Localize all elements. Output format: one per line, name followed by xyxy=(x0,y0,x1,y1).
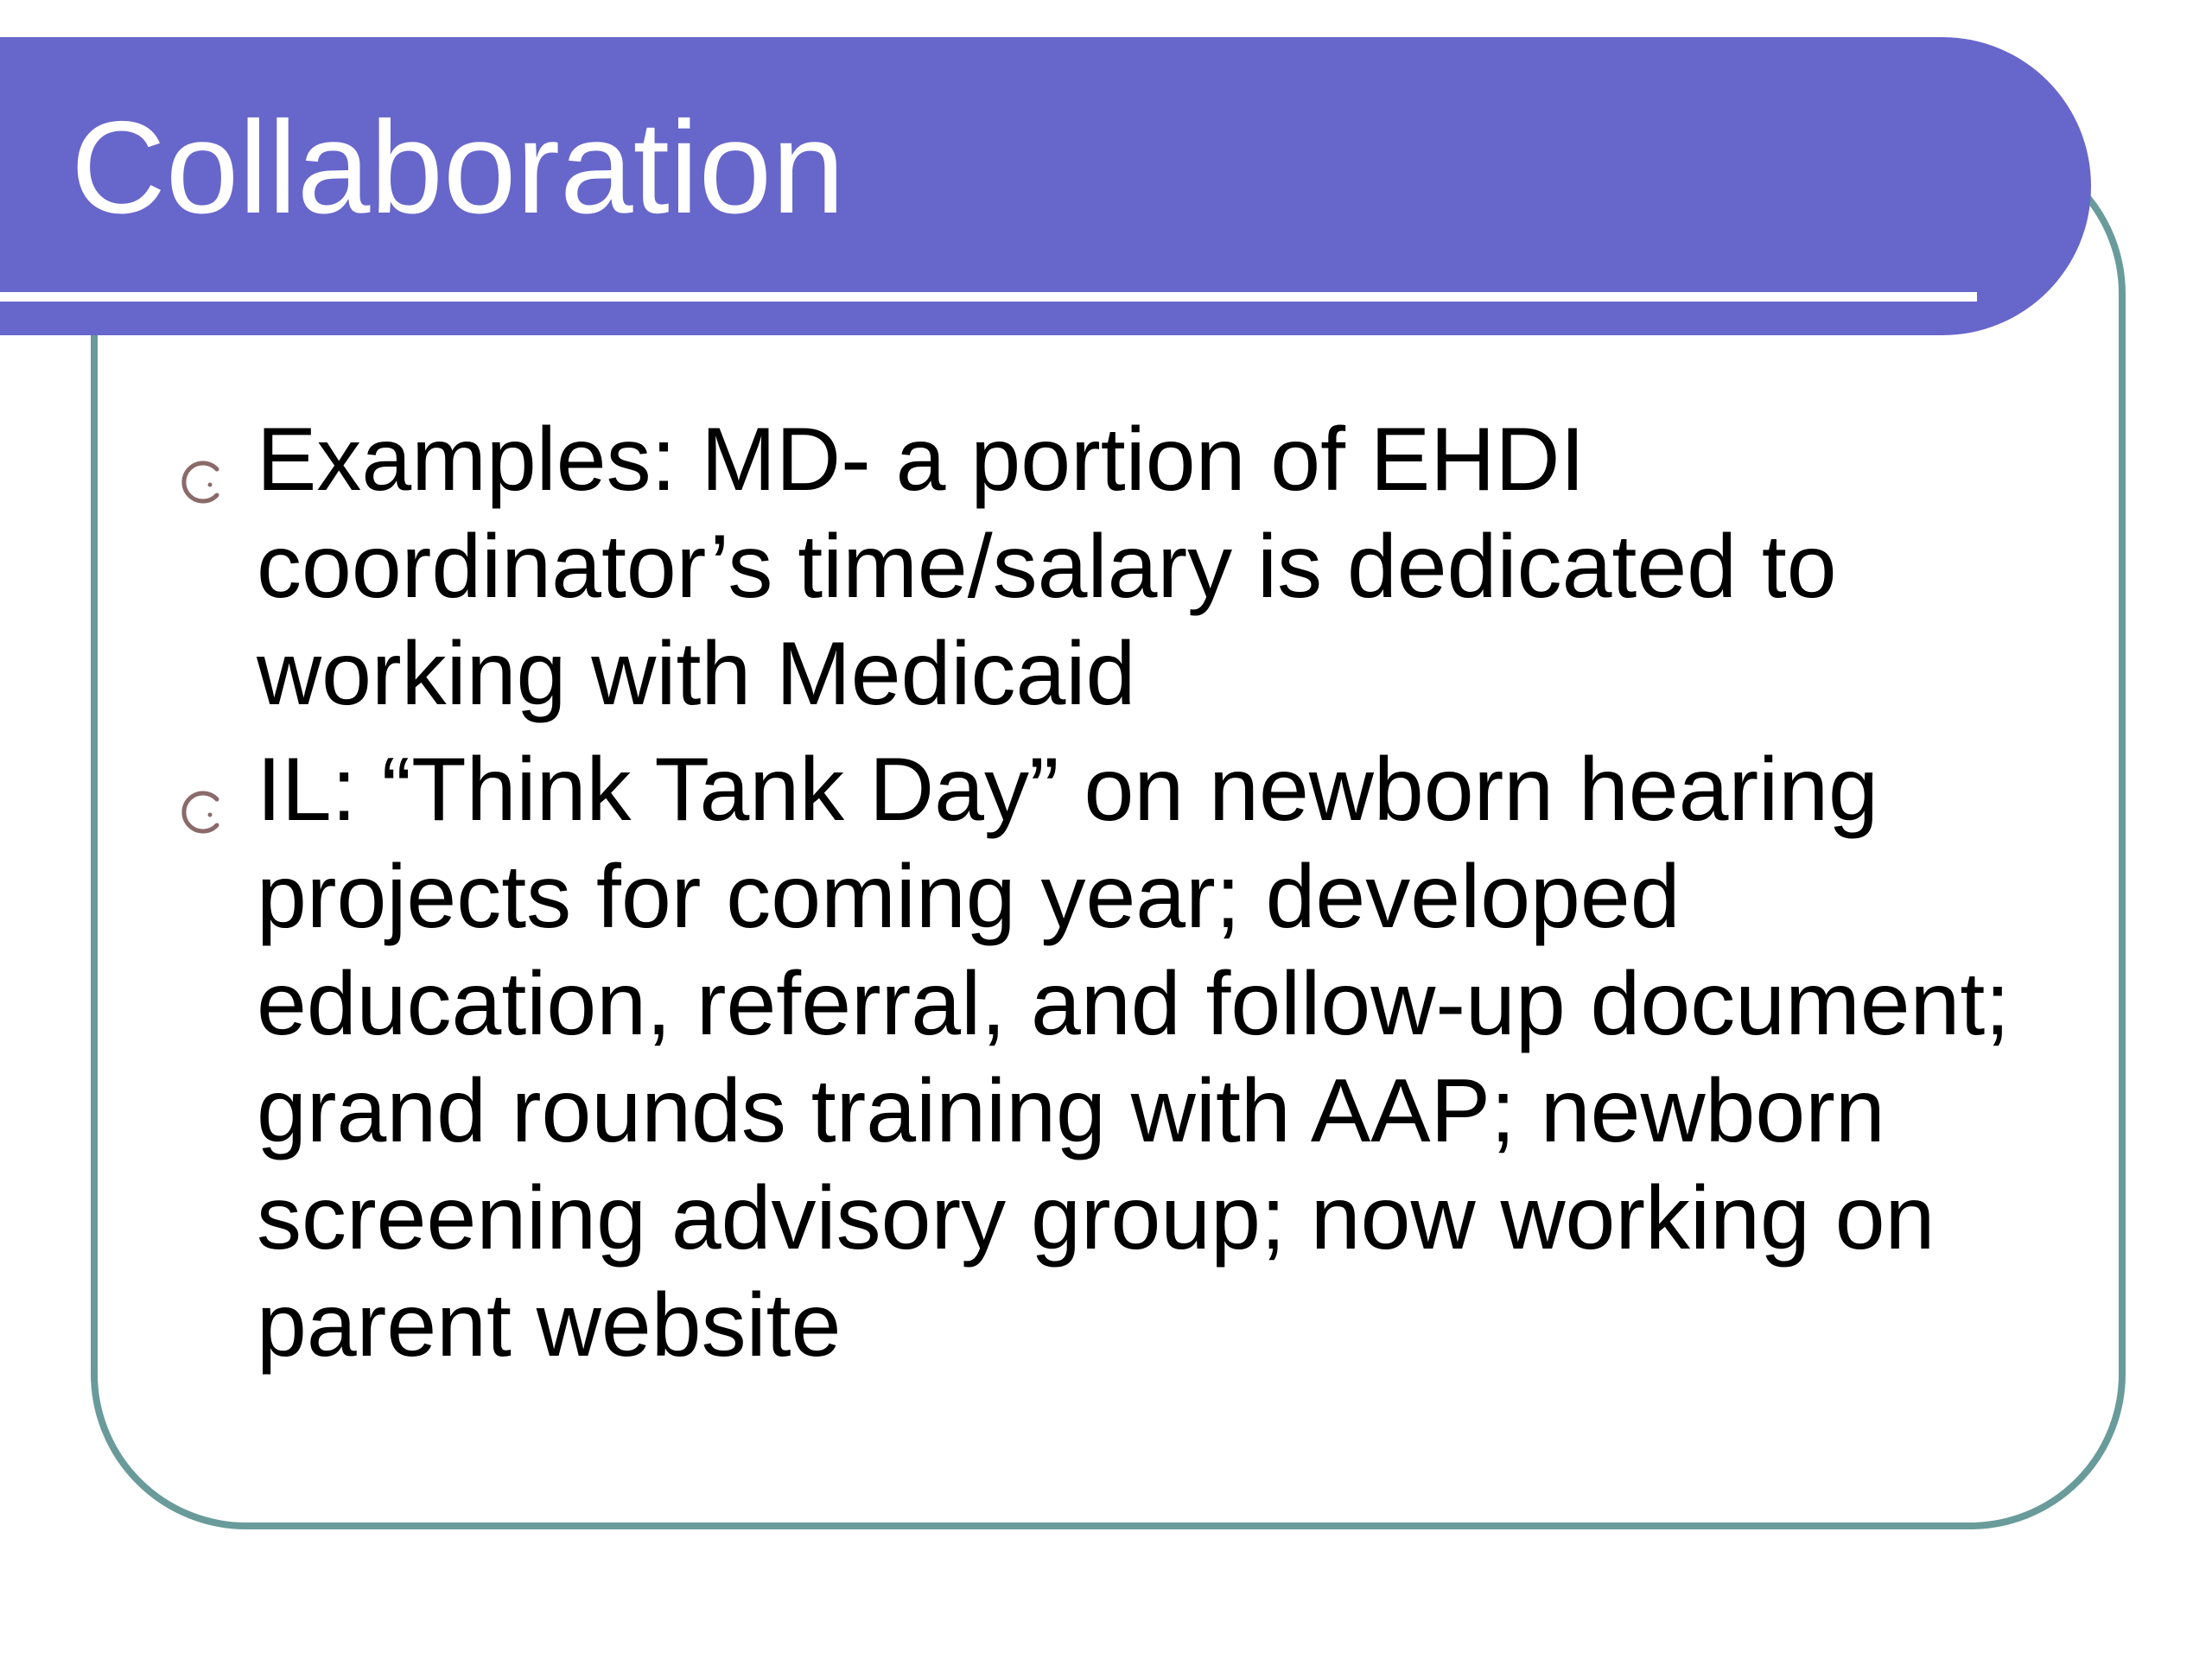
open-circle-bullet-icon xyxy=(177,422,224,468)
open-circle-bullet-icon xyxy=(177,752,224,798)
title-underline xyxy=(0,292,1977,302)
bullet-text: Examples: MD- a portion of EHDI coordinator’s time/salary is dedicated to working with Medicaid xyxy=(257,410,1837,724)
bullet-item xyxy=(173,406,2100,728)
bullet-item xyxy=(173,736,2100,1379)
slide-title: Collaboration xyxy=(71,94,845,241)
bullet-text: IL: “Think Tank Day” on newborn hearing projects for coming year; developed education, referral, and follow-up document; grand rounds training with AAP; newborn screening advisory group; now working on parent website xyxy=(257,740,2011,1376)
bullet-list xyxy=(173,406,2100,1388)
